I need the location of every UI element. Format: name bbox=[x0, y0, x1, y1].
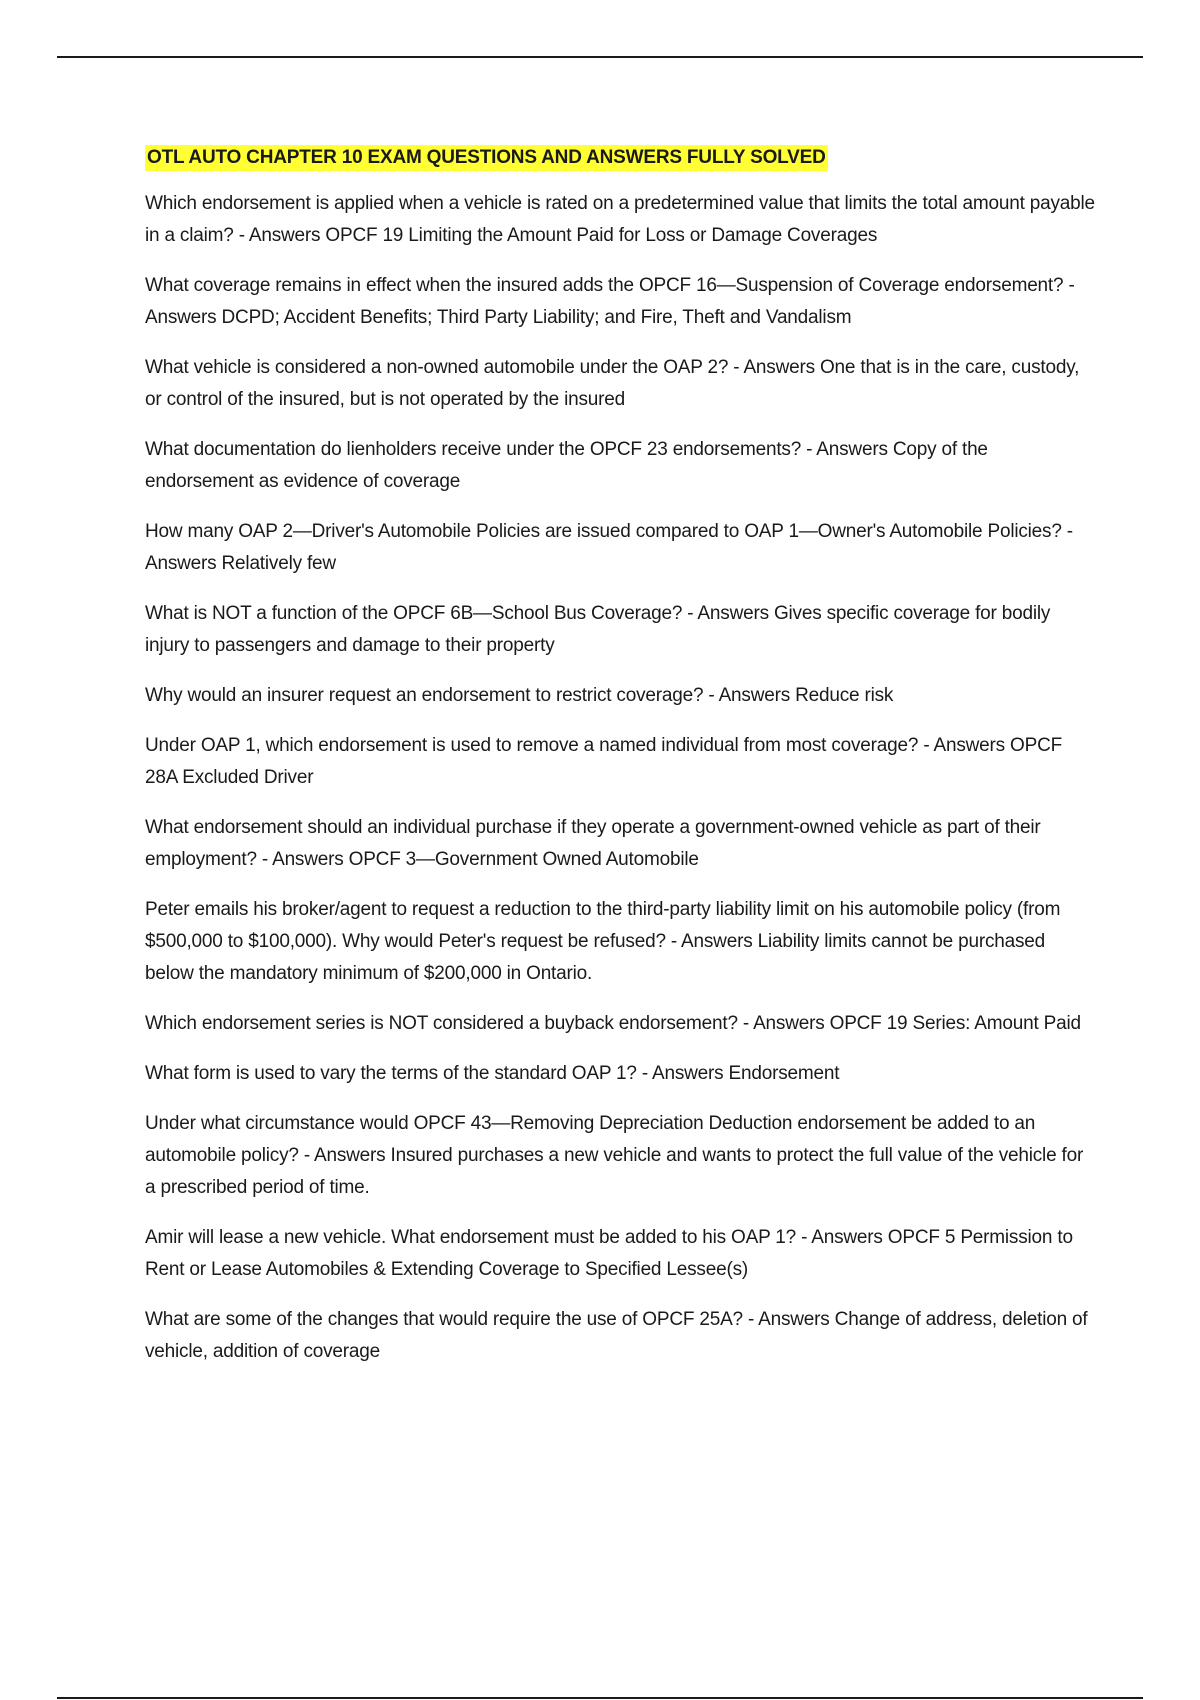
qa-item: Which endorsement is applied when a vehicle is rated on a predetermined value that limits the total amount payable in a claim? - Answers OPCF 19 Limiting the Amount Paid for Loss or Damage Coverages bbox=[145, 193, 1095, 246]
qa-item: What endorsement should an individual purchase if they operate a government-owned vehicle as part of their employment? - Answers OPCF 3—Government Owned Automobile bbox=[145, 817, 1041, 870]
document-title: OTL AUTO CHAPTER 10 EXAM QUESTIONS AND ANSWERS FULLY SOLVED bbox=[145, 145, 828, 171]
document-body bbox=[145, 145, 1095, 1386]
qa-item: What is NOT a function of the OPCF 6B—School Bus Coverage? - Answers Gives specific coverage for bodily injury to passengers and damage to their property bbox=[145, 603, 1051, 656]
qa-item: Why would an insurer request an endorsement to restrict coverage? - Answers Reduce risk bbox=[145, 685, 894, 706]
qa-item: What documentation do lienholders receive under the OPCF 23 endorsements? - Answers Copy of the endorsement as evidence of coverage bbox=[145, 439, 988, 492]
qa-item: How many OAP 2—Driver's Automobile Policies are issued compared to OAP 1—Owner's Automobile Policies? - Answers Relatively few bbox=[145, 521, 1073, 574]
footer-rule bbox=[57, 1697, 1143, 1699]
qa-item: What vehicle is considered a non-owned automobile under the OAP 2? - Answers One that is in the care, custody, or control of the insured, but is not operated by the insured bbox=[145, 357, 1080, 410]
header-rule bbox=[57, 56, 1143, 58]
qa-item: Amir will lease a new vehicle. What endorsement must be added to his OAP 1? - Answers OPCF 5 Permission to Rent or Lease Automobiles & Extending Coverage to Specified Lessee(s) bbox=[145, 1227, 1073, 1280]
qa-item: Under what circumstance would OPCF 43—Removing Depreciation Deduction endorsement be added to an automobile policy? - Answers Insured purchases a new vehicle and wants to protect the full value of the vehicle for a prescribed period of time. bbox=[145, 1113, 1084, 1198]
qa-item: Under OAP 1, which endorsement is used to remove a named individual from most coverage? - Answers OPCF 28A Excluded Driver bbox=[145, 735, 1063, 788]
qa-item: What coverage remains in effect when the insured adds the OPCF 16—Suspension of Coverage endorsement? - Answers DCPD; Accident Benefits; Third Party Liability; and Fire, Theft and Vandalism bbox=[145, 275, 1075, 328]
qa-item: What form is used to vary the terms of the standard OAP 1? - Answers Endorsement bbox=[145, 1063, 840, 1084]
qa-item: Which endorsement series is NOT considered a buyback endorsement? - Answers OPCF 19 Series: Amount Paid bbox=[145, 1013, 1081, 1034]
qa-item: What are some of the changes that would require the use of OPCF 25A? - Answers Change of address, deletion of vehicle, addition of coverage bbox=[145, 1309, 1088, 1362]
qa-item: Peter emails his broker/agent to request a reduction to the third-party liability limit on his automobile policy (from $500,000 to $100,000). Why would Peter's request be refused? - Answers Liability limits cannot be purchased below the mandatory minimum of $200,000 in Ontario. bbox=[145, 899, 1061, 984]
